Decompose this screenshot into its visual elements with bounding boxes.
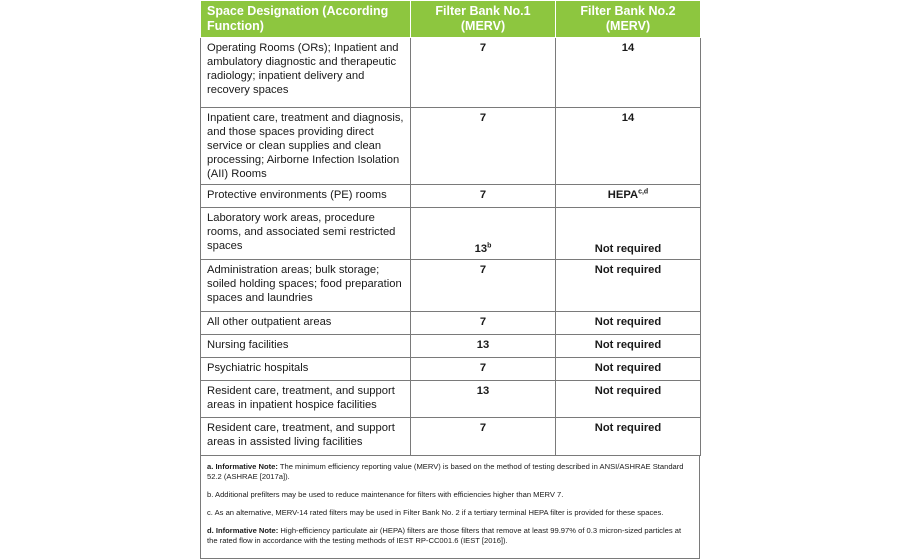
table-row bbox=[201, 185, 701, 208]
space-cell: Nursing facilities bbox=[201, 335, 411, 358]
space-cell: Operating Rooms (ORs); Inpatient and ambulatory diagnostic and therapeutic radiology; inpatient delivery and recovery spaces bbox=[201, 38, 411, 108]
header-space-designation: Space Designation (According Function) bbox=[201, 1, 411, 38]
table-row bbox=[201, 358, 701, 381]
space-cell: Psychiatric hospitals bbox=[201, 358, 411, 381]
table-row bbox=[201, 312, 701, 335]
bank2-cell: Not required bbox=[556, 358, 701, 381]
table-row bbox=[201, 108, 701, 185]
bank1-cell: 7 bbox=[411, 185, 556, 208]
space-cell: Resident care, treatment, and support areas in inpatient hospice facilities bbox=[201, 381, 411, 418]
bank2-cell: Not required bbox=[556, 312, 701, 335]
bank1-cell: 7 bbox=[411, 108, 556, 185]
footnote-c: c. As an alternative, MERV-14 rated filters may be used in Filter Bank No. 2 if a tertiary terminal HEPA filter is provided for these spaces. bbox=[207, 508, 664, 517]
header-filter-bank-2: Filter Bank No.2 (MERV) bbox=[556, 1, 701, 38]
bank2-cell: Not required bbox=[556, 260, 701, 312]
bank1-cell: 13 bbox=[411, 335, 556, 358]
table-row bbox=[201, 208, 701, 260]
bank1-cell: 7 bbox=[411, 260, 556, 312]
space-cell: Administration areas; bulk storage; soiled holding spaces; food preparation spaces and laundries bbox=[201, 260, 411, 312]
merv-filter-table bbox=[200, 0, 701, 456]
table-row bbox=[201, 260, 701, 312]
header-filter-bank-1: Filter Bank No.1 (MERV) bbox=[411, 1, 556, 38]
bank2-cell: Not required bbox=[556, 381, 701, 418]
space-cell: Protective environments (PE) rooms bbox=[201, 185, 411, 208]
footnote-ref: c,d bbox=[638, 188, 649, 196]
filter-requirements-document bbox=[200, 0, 700, 550]
bank2-cell: 14 bbox=[556, 38, 701, 108]
bank2-cell: HEPA$^{c,d}$ bbox=[556, 185, 701, 208]
space-cell: Inpatient care, treatment and diagnosis, and those spaces providing direct service or clean supplies and clean processing; Airborne Infection Isolation (AII) Rooms bbox=[201, 108, 411, 185]
table-footnotes bbox=[200, 456, 700, 559]
bank2-cell: Not required bbox=[556, 208, 701, 260]
bank1-cell: 13 bbox=[411, 381, 556, 418]
footnote-ref: b bbox=[487, 242, 492, 250]
bank1-cell: 7 bbox=[411, 358, 556, 381]
bank1-cell: 7 bbox=[411, 38, 556, 108]
bank1-cell: 13$^b$ bbox=[411, 208, 556, 260]
bank2-cell: 14 bbox=[556, 108, 701, 185]
space-cell: Laboratory work areas, procedure rooms, and associated semi restricted spaces bbox=[201, 208, 411, 260]
space-cell: Resident care, treatment, and support areas in assisted living facilities bbox=[201, 418, 411, 456]
table-header-row bbox=[201, 1, 701, 38]
bank1-cell: 7 bbox=[411, 418, 556, 456]
bank2-cell: Not required bbox=[556, 335, 701, 358]
table-row bbox=[201, 418, 701, 456]
table-row bbox=[201, 335, 701, 358]
table-row bbox=[201, 381, 701, 418]
bank1-cell: 7 bbox=[411, 312, 556, 335]
footnote-b: b. Additional prefilters may be used to reduce maintenance for filters with efficiencies higher than MERV 7. bbox=[207, 490, 564, 499]
footnote-d: d. Informative Note: High-efficiency particulate air (HEPA) filters are those filters that remove at least 99.97% of 0.3 micron-sized particles at the rated flow in accordance with the testing methods of IEST RP-CC001.6 (IEST [2016]). bbox=[207, 526, 682, 545]
table-row bbox=[201, 38, 701, 108]
space-cell: All other outpatient areas bbox=[201, 312, 411, 335]
bank2-cell: Not required bbox=[556, 418, 701, 456]
footnote-a: a. Informative Note: The minimum efficiency reporting value (MERV) is based on the method of testing described in ANSI/ASHRAE Standard 52.2 (ASHRAE [2017a]). bbox=[207, 462, 684, 481]
